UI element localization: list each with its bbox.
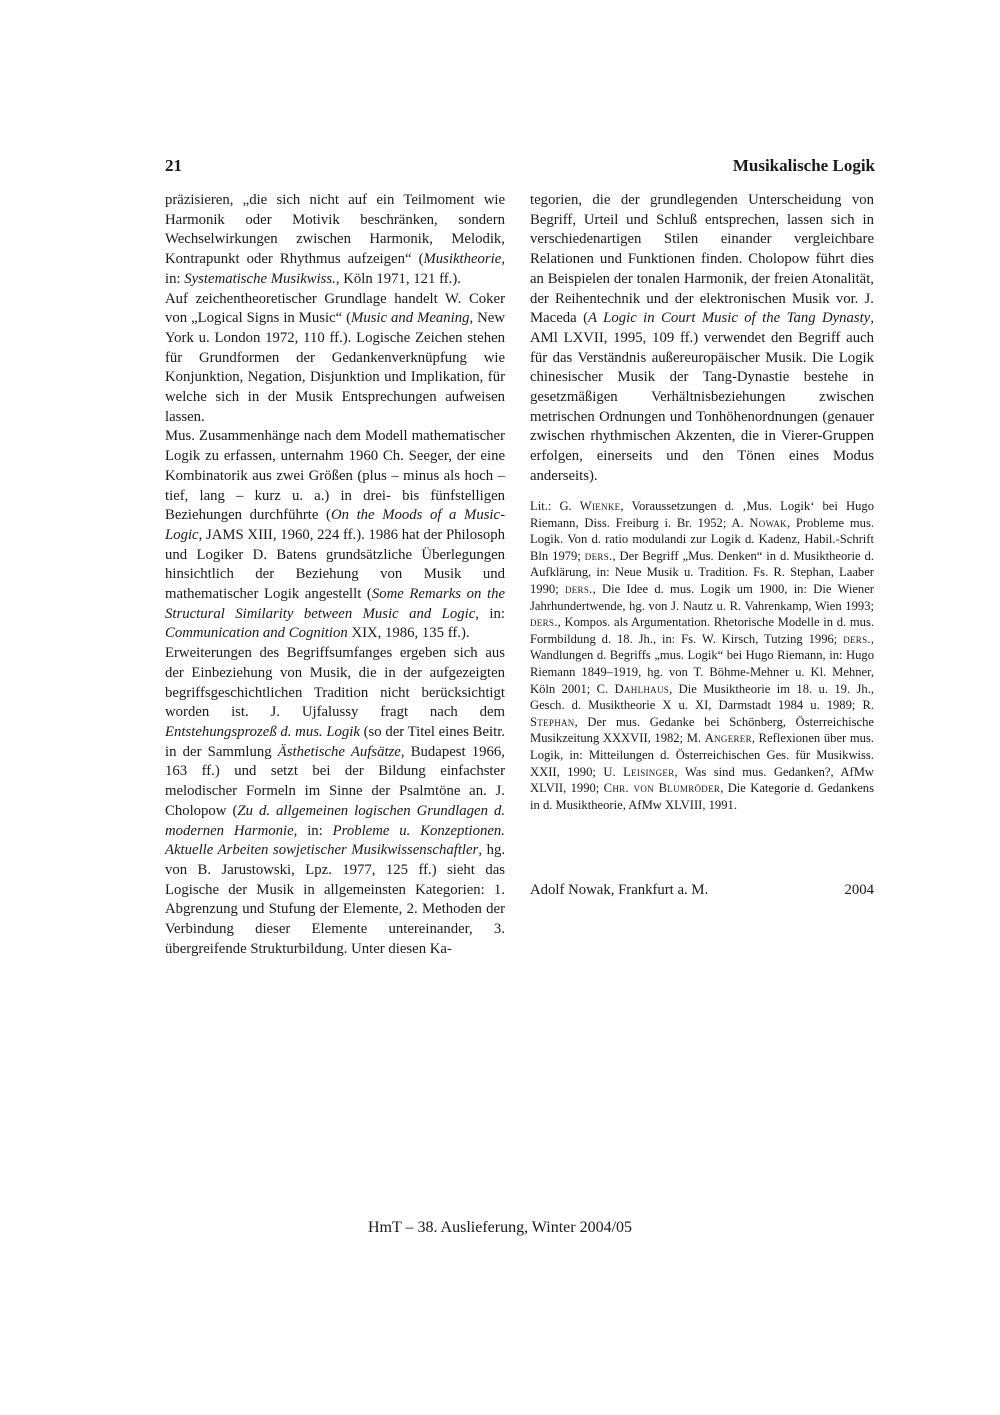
- italic-title: Musiktheorie: [423, 251, 502, 268]
- italic-title: Probleme u. Konzeptionen. Aktuelle Arbeiten sowjetischer Musikwissenschaftler: [165, 822, 505, 859]
- author-name: Stephan: [530, 714, 575, 729]
- italic-title: Zu d. allgemeinen logischen Grundlagen d. modernen Harmonie: [165, 802, 506, 839]
- lit-segment: , Die Musiktheorie im 18. u. 19. Jh., Gesch. d. Musiktheorie X u. XI, Darmstadt 1984 u. 1989; R.: [530, 681, 875, 713]
- page-number: 21: [165, 156, 182, 175]
- text-segment: , JAMS XIII, 1960, 224 ff.). 1986 hat der Philosoph und Logiker D. Batens grundsätzliche Überlegungen hinsichtlich der Beziehung von Musik und mathematischer Logik angestellt (: [165, 526, 505, 603]
- publication-year: 2004: [844, 882, 874, 898]
- italic-title: A Logic in Court Music of the Tang Dynasty: [588, 310, 871, 327]
- lit-segment: , Kompos. als Argumentation. Rhetorische Modelle in d. mus. Formbildung d. 18. Jh., in: Fs. W. Kirsch, Tutzing 1996;: [530, 615, 874, 646]
- literature-paragraph: [530, 498, 874, 813]
- running-header: [165, 156, 875, 180]
- italic-title: Communication and Cognition: [165, 625, 348, 642]
- italic-title: Entstehungsprozeß d. mus. Logik: [165, 723, 360, 740]
- text-segment: , in:: [475, 605, 505, 622]
- literature-list: [530, 498, 874, 813]
- paragraph: [165, 290, 505, 428]
- paragraph: [165, 644, 505, 959]
- lit-segment: , Der mus. Gedanke bei Schönberg, Österreichische Musikzeitung XXXVII, 1982; M.: [530, 714, 874, 746]
- author-name: ders.: [584, 548, 613, 563]
- text-segment: (so der Titel eines Beitr. in der Sammlung: [165, 723, 505, 760]
- italic-title: Systematische Musikwiss.: [184, 270, 336, 287]
- lit-segment: , Was sind mus. Gedanken?, AfMw XLVII, 1990;: [530, 764, 875, 796]
- author-name: Nowak: [749, 515, 787, 530]
- italic-title: Some Remarks on the Structural Similarity between Music and Logic: [165, 586, 505, 622]
- author-name: Dahlhaus: [614, 681, 670, 696]
- lit-segment: , Voraussetzungen d. ‚Mus. Logik‘ bei Hugo Riemann, Diss. Freiburg i. Br. 1952; A.: [530, 499, 874, 530]
- text-segment: XIX, 1986, 135 ff.).: [347, 625, 470, 642]
- lit-segment: , Der Begriff „Mus. Denken“ in d. Musiktheorie d. Aufklärung, in: Neue Musik u. Tradition. Fs. R. Stephan, Laaber 1990;: [530, 548, 874, 596]
- author-name: Angerer: [704, 731, 752, 746]
- author-name: Wienke: [579, 499, 621, 513]
- italic-title: Ästhetische Aufsätze: [277, 743, 401, 760]
- text-segment: Mus. Zusammenhänge nach dem Modell mathematischer Logik zu erfassen, unternahm 1960 Ch. Seeger, der eine Kombinatorik aus zwei Größen (plus – minus als hoch – tief, lang – kurz u. a.) in drei- bis fünfstelligen Beziehungen durchführte (: [165, 428, 505, 524]
- paragraph: [530, 191, 874, 487]
- page-footer: HmT – 38. Auslieferung, Winter 2004/05: [367, 1219, 633, 1236]
- author-name: ders.: [843, 631, 871, 646]
- paragraph: [165, 191, 505, 290]
- author-name: ders.: [530, 615, 558, 630]
- author-signature: Adolf Nowak, Frankfurt a. M.: [530, 882, 709, 898]
- text-segment: , AMl LXVII, 1995, 109 ff.) verwendet den Begriff auch für das Verständnis außereuropäischer Musik. Die Logik chinesischer Musik der Tang-Dynastie bestehe in gesetzmäßigen Verhältnisbeziehungen zwischen metrischen Ordnungen und Tonhöhenordnungen (genauer zwischen rhythmischen Akzenten, die in Vierer-Gruppen erfolgen, einerseits und den Tönen eines Modus anderseits).: [530, 310, 874, 484]
- text-segment: Auf zeichentheoretischer Grundlage handelt W. Coker von „Logical Signs in Music“ (: [165, 290, 505, 327]
- paragraph: [165, 427, 505, 644]
- author-name: Chr. von Blumröder: [603, 781, 721, 796]
- italic-title: Music and Meaning: [351, 310, 470, 327]
- right-column: [530, 191, 874, 487]
- lit-segment: , Probleme mus. Logik. Von d. ratio modulandi zur Logik d. Kadenz, Habil.-Schrift Bln 1979;: [530, 515, 874, 563]
- running-title: Musikalische Logik: [732, 156, 875, 175]
- lit-segment: , Die Kategorie d. Gedankens in d. Musiktheorie, AfMw XLVIII, 1991.: [530, 781, 874, 812]
- text-segment: , in:: [165, 251, 505, 287]
- author-name: Leisinger: [623, 764, 675, 779]
- text-segment: tegorien, die der grundlegenden Unterscheidung von Begriff, Urteil und Schluß entsprechen, lassen sich in verschiedenartigen Stilen einander vergleichbare Relationen und Funktionen finden. Cholopow führt dies an Beispielen der tonalen Harmonik, der freien Atonalität, der Reihentechnik und der elektronischen Musik vor. J. Maceda (: [530, 192, 874, 327]
- text-segment: Erweiterungen des Begriffsumfanges ergeben sich aus der Einbeziehung von Musik, die in der aufgezeigten begriffsgeschichtlichen Tradition nicht berücksichtigt worden ist. J. Ujfalussy fragt nach dem: [165, 645, 505, 721]
- lit-segment: , Wandlungen d. Begriffs „mus. Logik“ bei Hugo Riemann, in: Hugo Riemann 1849–1919, hg. von T. Böhme-Mehner u. Kl. Mehner, Köln 2001; C.: [530, 631, 874, 696]
- lit-segment: , Reflexionen über mus. Logik, in: Mitteilungen d. Österreichischen Ges. für Musikwiss. XXII, 1990; U.: [530, 731, 874, 779]
- left-column: [165, 191, 505, 959]
- italic-title: On the Moods of a Music-Logic: [165, 507, 505, 543]
- text-segment: , New York u. London 1972, 110 ff.). Logische Zeichen stehen für Grundformen der Gedankenverknüpfung wie Konjunktion, Negation, Disjunktion und Implikation, für welche sich in der Musik Entsprechungen aufweisen lassen.: [165, 310, 505, 425]
- text-segment: präzisieren, „die sich nicht auf ein Teilmoment wie Harmonik oder Motivik beschränken, sondern Wechselwirkungen zwischen Harmonik, Melodik, Kontrapunkt oder Rhythmus aufzeigen“ (: [165, 192, 505, 268]
- lit-segment: Lit.: G.: [530, 499, 580, 513]
- text-segment: , hg. von B. Jarustowski, Lpz. 1977, 125 ff.) sieht das Logische der Musik in allgemeinsten Kategorien: 1. Abgrenzung und Stufung der Elemente, 2. Methoden der Verbindung dieser Elemente untereinander, 3. übergreifende Strukturbildung. Unter diesen Ka-: [165, 842, 506, 957]
- text-segment: , in:: [293, 822, 333, 839]
- text-segment: , Budapest 1966, 163 ff.) und setzt bei der Bildung einfachster melodischer Formeln im Sinne der Psalmtöne an. J. Cholopow (: [165, 743, 505, 819]
- text-segment: , Köln 1971, 121 ff.).: [335, 270, 461, 287]
- author-name: ders.: [564, 581, 593, 596]
- lit-segment: , Die Idee d. mus. Logik um 1900, in: Die Wiener Jahrhundertwende, hg. von J. Nautz u. R. Vahrenkamp, Wien 1993;: [530, 581, 874, 613]
